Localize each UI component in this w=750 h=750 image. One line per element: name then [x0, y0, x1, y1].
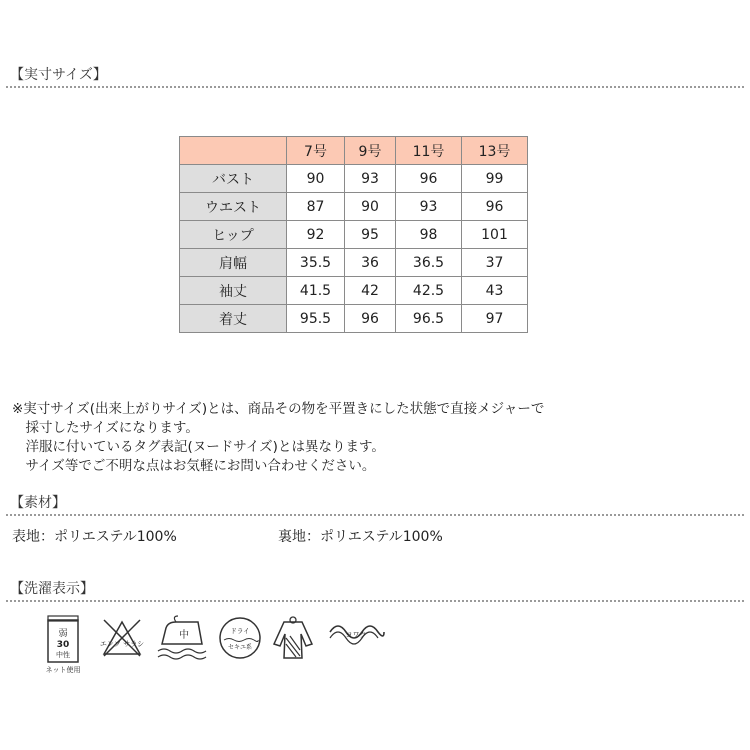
divider [6, 514, 744, 516]
table-cell: 101 [462, 221, 528, 249]
wash-detergent: 中性 [56, 651, 70, 659]
divider [6, 600, 744, 602]
size-table [179, 136, 528, 333]
table-cell: 42 [345, 277, 396, 305]
row-label: バスト [180, 165, 287, 193]
wash-caption: ネット使用 [45, 666, 81, 674]
table-row [180, 249, 528, 277]
table-cell: 96 [462, 193, 528, 221]
table-cell: 97 [462, 305, 528, 333]
note-line: 採寸したサイズになります。 [12, 420, 199, 436]
no-bleach-icon [100, 614, 144, 660]
table-cell: 36 [345, 249, 396, 277]
care-section-title: 【洗濯表示】 [10, 581, 94, 597]
size-header: 7号 [287, 137, 345, 165]
table-row [180, 277, 528, 305]
size-header: 11号 [396, 137, 462, 165]
table-cell: 87 [287, 193, 345, 221]
size-header: 13号 [462, 137, 528, 165]
material-section-title: 【素材】 [10, 495, 66, 511]
table-cell: 95.5 [287, 305, 345, 333]
size-notes [12, 400, 544, 476]
wring-text: ヨワク [345, 631, 367, 639]
material-outer: 表地：ポリエステル100% [12, 529, 177, 545]
table-cell: 95 [345, 221, 396, 249]
row-label: 肩幅 [180, 249, 287, 277]
table-row [180, 165, 528, 193]
wash-strength: 弱 [58, 629, 68, 639]
table-cell: 93 [396, 193, 462, 221]
material-lining: 裏地：ポリエステル100% [278, 529, 443, 545]
dry-clean-bottom: セキユ系 [227, 644, 253, 651]
row-label: 袖丈 [180, 277, 287, 305]
table-row [180, 221, 528, 249]
row-label: 着丈 [180, 305, 287, 333]
hang-dry-icon [266, 614, 320, 664]
size-header: 9号 [345, 137, 396, 165]
hand-wash-icon [38, 614, 88, 678]
note-line: ※実寸サイズ(出来上がりサイズ)とは、商品その物を平置きにした状態で直接メジャーで [12, 401, 545, 417]
table-corner [180, 137, 287, 165]
note-line: サイズ等でご不明な点はお気軽にお問い合わせください。 [12, 458, 376, 474]
row-label: ウエスト [180, 193, 287, 221]
table-cell: 96 [345, 305, 396, 333]
size-section-title: 【実寸サイズ】 [10, 67, 107, 83]
table-cell: 43 [462, 277, 528, 305]
divider [6, 86, 744, 88]
table-cell: 90 [345, 193, 396, 221]
table-cell: 96.5 [396, 305, 462, 333]
table-cell: 35.5 [287, 249, 345, 277]
dry-clean-top: ドライ [230, 627, 250, 635]
wash-temperature: 30 [56, 640, 70, 650]
dry-clean-icon [216, 614, 264, 662]
table-cell: 41.5 [287, 277, 345, 305]
table-cell: 36.5 [396, 249, 462, 277]
table-row [180, 193, 528, 221]
size-header-row [180, 137, 528, 165]
table-cell: 99 [462, 165, 528, 193]
iron-icon [154, 614, 210, 660]
table-cell: 93 [345, 165, 396, 193]
gentle-wring-icon [326, 614, 388, 650]
table-cell: 96 [396, 165, 462, 193]
iron-level: 中 [179, 630, 189, 641]
table-cell: 37 [462, 249, 528, 277]
bleach-text: エンソ サラシ [100, 640, 144, 648]
table-cell: 92 [287, 221, 345, 249]
table-cell: 42.5 [396, 277, 462, 305]
row-label: ヒップ [180, 221, 287, 249]
note-line: 洋服に付いているタグ表記(ヌードサイズ)とは異なります。 [12, 439, 385, 455]
table-row [180, 305, 528, 333]
table-cell: 98 [396, 221, 462, 249]
table-cell: 90 [287, 165, 345, 193]
